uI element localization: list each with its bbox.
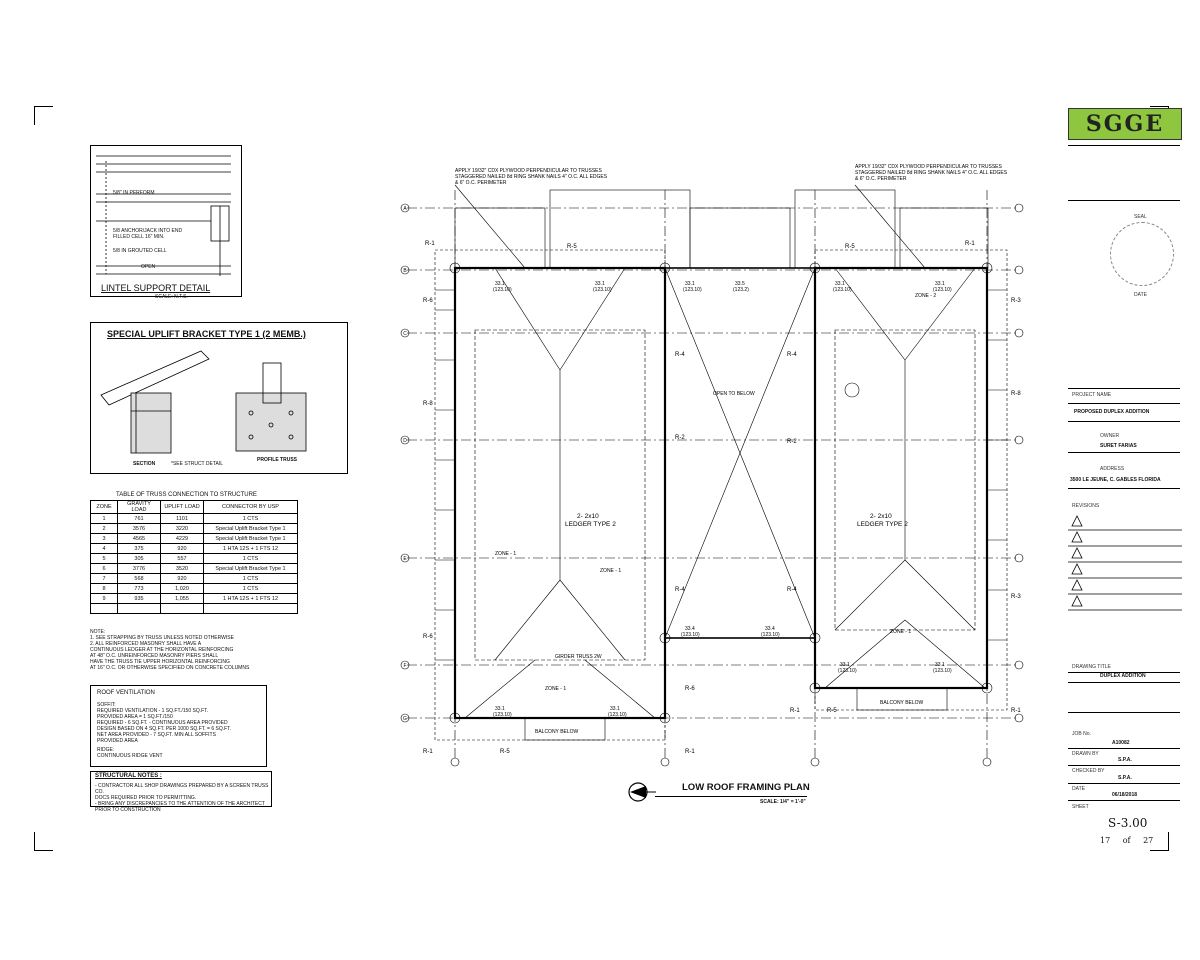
revision-list <box>1068 512 1182 612</box>
seal-date-label: DATE <box>1134 292 1147 298</box>
ref-r6: R-6 <box>423 634 433 640</box>
ref-r5: R-5 <box>827 708 837 714</box>
table-header: CONNECTOR BY USP <box>204 501 298 514</box>
ref-r8: R-8 <box>1011 391 1021 397</box>
note-line: HAVE THE TRUSS TIE UPPER HORIZONTAL REINFORCING <box>90 659 230 665</box>
bracket-section-label: SECTION <box>133 461 156 467</box>
bracket-profile-label: PROFILE TRUSS <box>257 457 298 463</box>
dim-label: 33.5 <box>735 281 745 287</box>
tb-divider <box>1068 388 1180 389</box>
girder-truss-label: GIRDER TRUSS 2W <box>555 654 602 660</box>
table-title: TABLE OF TRUSS CONNECTION TO STRUCTURE <box>116 492 257 498</box>
dim-label: 33.1 <box>610 706 620 712</box>
drawing-label: DRAWING TITLE <box>1072 664 1111 670</box>
dim-label: (123.10) <box>933 287 952 293</box>
dim-label: (123.10) <box>608 712 627 718</box>
ventilation-lines: SOFFIT: REQUIRED VENTILATION - 1 SQ.FT./150 SQ.FT. PROVIDED AREA = 1 SQ.FT./150 REQUIRED - 6 SQ.FT. - CONTINUOUS AREA PROVIDED DESIGN BASED ON 4 SQ.FT. PER 1000 SQ.FT. = 6 SQ.FT. NET AREA PROVIDED - 7 SQ.FT. MIN ALL SOFFITS PROVIDED AREA RIDGE: CONTINUOUS RIDGE VENT <box>97 702 232 759</box>
dim-label: 33.1 <box>835 281 845 287</box>
dim-label: (123.2) <box>733 287 749 293</box>
ref-r5: R-5 <box>567 244 577 250</box>
table-row: 7 568 920 1 CTS <box>91 574 298 584</box>
structural-notes-box <box>90 771 272 813</box>
date-value: 06/18/2018 <box>1112 792 1138 798</box>
zone-label: ZONE - 1 <box>545 686 567 692</box>
structural-notes-lines: - CONTRACTOR ALL SHOP DRAWINGS PREPARED BY A SCREEN TRUSS CO. DOCS REQUIRED PRIOR TO PERMITTING. - BRING ANY DISCREPANCIES TO THE ATTENTION OF THE ARCHITECT PRIOR TO CONSTRUCTION <box>95 783 269 813</box>
framing-plan <box>395 160 1035 780</box>
bracket-title: SPECIAL UPLIFT BRACKET TYPE 1 (2 MEMB.) <box>107 329 306 339</box>
dim-label: 33.4 <box>765 626 775 632</box>
bracket-note: *SEE STRUCT DETAIL <box>171 461 224 467</box>
dim-label: (123.10) <box>493 287 512 293</box>
table-row: 3 4565 4229 Special Uplift Bracket Type 1 <box>91 534 298 544</box>
sheet-index <box>1100 836 1153 845</box>
dim-label: (123.10) <box>933 668 952 674</box>
dim-label: 33.1 <box>685 281 695 287</box>
seal-label: SEAL <box>1134 214 1147 220</box>
ref-r2: R-2 <box>675 435 685 441</box>
table-row: 2 3576 3220 Special Uplift Bracket Type 1 <box>91 524 298 534</box>
grid-bubble-label: E <box>403 556 407 562</box>
ledger-right-2: LEDGER TYPE 2 <box>857 521 908 528</box>
grid-bubble-label: F <box>403 663 407 669</box>
plywood-callout-right-3: & 6" O.C. PERIMETER <box>855 176 907 182</box>
tb-divider <box>1068 682 1180 683</box>
dim-label: 33.1 <box>935 281 945 287</box>
address-value: 3500 LE JEUNE, C. GABLES FLORIDA <box>1070 477 1161 483</box>
lintel-note-3: 5/8 IN GROUTED CELL <box>113 248 167 254</box>
tb-divider <box>1068 748 1180 749</box>
drawn-label: DRAWN BY <box>1072 751 1099 757</box>
zone-label: ZONE - 1 <box>495 551 517 557</box>
dim-label: 33.1 <box>495 281 505 287</box>
dim-label: (123.10) <box>593 287 612 293</box>
note-line: NOTE: <box>90 629 106 635</box>
ref-r4: R-4 <box>787 587 797 593</box>
table-row <box>91 604 298 614</box>
lintel-note-4: OPEN <box>141 264 156 270</box>
open-to-below-label: OPEN TO BELOW <box>713 391 755 397</box>
dim-label: 33.1 <box>935 662 945 668</box>
sheet-label: SHEET <box>1072 804 1089 810</box>
checked-label: CHECKED BY <box>1072 768 1105 774</box>
note-line: 2. ALL REINFORCED MASONRY SHALL HAVE A <box>90 641 202 647</box>
ref-r1: R-1 <box>790 708 800 714</box>
tb-divider <box>1068 783 1180 784</box>
zone-label: ZONE - 1 <box>600 568 622 574</box>
dim-label: (123.10) <box>683 287 702 293</box>
project-value: PROPOSED DUPLEX ADDITION <box>1074 409 1150 415</box>
note-line: CONTINUOUS LEDGER AT THE HORIZONTAL REINFORCING <box>90 647 234 653</box>
seal-circle <box>1110 222 1174 286</box>
drawn-value: S.P.A. <box>1118 757 1132 763</box>
tb-divider <box>1068 712 1180 713</box>
checked-value: S.P.A. <box>1118 775 1132 781</box>
sheet-index-number: 17 <box>1100 836 1111 845</box>
north-arrow-icon <box>626 780 650 804</box>
plywood-callout-left-3: & 6" O.C. PERIMETER <box>455 180 507 186</box>
table-header: GRAVITY LOAD <box>118 501 161 514</box>
bracket-drawing <box>91 323 347 473</box>
logo-text: SGGE <box>1085 111 1165 137</box>
plywood-callout-left-1: APPLY 19/32" CDX PLYWOOD PERPENDICULAR TO TRUSSES <box>455 168 602 174</box>
table-row: 1 761 1101 1 CTS <box>91 514 298 524</box>
ref-r6: R-6 <box>423 298 433 304</box>
ref-r5: R-5 <box>500 749 510 755</box>
ventilation-title: ROOF VENTILATION <box>97 690 155 696</box>
ref-r1: R-1 <box>1011 708 1021 714</box>
ref-r6: R-6 <box>685 686 695 692</box>
crop-mark-bottom-left <box>34 832 53 851</box>
tb-divider <box>1068 403 1180 404</box>
plywood-callout-left-2: STAGGERED NAILED 8d RING SHANK NAILS 4" O.C. ALL EDGES <box>455 174 608 180</box>
sheet-number: S-3.00 <box>1108 816 1148 830</box>
zone-label: ZONE - 2 <box>915 293 937 299</box>
ref-r4: R-4 <box>787 352 797 358</box>
lintel-scale: SCALE: N.T.S. <box>155 294 188 300</box>
tb-divider <box>1068 800 1180 801</box>
ref-r1: R-1 <box>425 241 435 247</box>
note-line: 1. SEE STRAPPING BY TRUSS UNLESS NOTED OTHERWISE <box>90 635 234 641</box>
ref-r4: R-4 <box>675 587 685 593</box>
tb-divider <box>1068 421 1180 422</box>
dim-label: (123.10) <box>681 632 700 638</box>
ledger-right-1: 2- 2x10 <box>870 513 892 520</box>
sheet-total: 27 <box>1143 836 1154 845</box>
balcony-below-right: BALCONY BELOW <box>880 700 924 706</box>
grid-bubble-label: G <box>403 716 407 722</box>
address-label: ADDRESS <box>1100 466 1125 472</box>
owner-value: SURET FARIAS <box>1100 443 1137 449</box>
zone-label: ZONE - 1 <box>890 629 912 635</box>
owner-label: OWNER <box>1100 433 1120 439</box>
dim-label: (123.10) <box>833 287 852 293</box>
table-row: 6 3776 3520 Special Uplift Bracket Type 1 <box>91 564 298 574</box>
tb-divider <box>1068 488 1180 489</box>
dim-label: 33.1 <box>595 281 605 287</box>
grid-bubble-label: B <box>403 268 407 274</box>
grid-bubble-label: A <box>403 206 407 212</box>
truss-connection-table <box>90 500 298 614</box>
tb-divider <box>1068 765 1180 766</box>
ledger-left-1: 2- 2x10 <box>577 513 599 520</box>
dim-label: (123.10) <box>838 668 857 674</box>
grid-bubble-label: D <box>403 438 407 444</box>
table-notes <box>90 629 300 671</box>
ref-r4: R-4 <box>675 352 685 358</box>
grid-bubble-label: C <box>403 331 407 337</box>
table-header-row <box>91 501 298 514</box>
revisions-label: REVISIONS <box>1072 503 1100 509</box>
dim-label: (123.10) <box>493 712 512 718</box>
plan-title: LOW ROOF FRAMING PLAN <box>682 782 810 793</box>
lintel-title: LINTEL SUPPORT DETAIL <box>101 283 211 293</box>
plywood-callout-right-1: APPLY 19/32" CDX PLYWOOD PERPENDICULAR TO TRUSSES <box>855 164 1002 170</box>
structural-notes-title: STRUCTURAL NOTES : <box>95 773 162 779</box>
table-row: 8 773 1,020 1 CTS <box>91 584 298 594</box>
date-field-label: DATE <box>1072 786 1085 792</box>
plan-title-underline <box>655 796 807 797</box>
ref-r1: R-1 <box>965 241 975 247</box>
project-label: PROJECT NAME <box>1072 392 1112 398</box>
ref-r8: R-8 <box>423 401 433 407</box>
lintel-support-detail <box>90 145 242 300</box>
plan-scale: SCALE: 1/4" = 1'-0" <box>760 799 806 805</box>
table-header: ZONE <box>91 501 118 514</box>
plywood-callout-right-2: STAGGERED NAILED 8d RING SHANK NAILS 4" O.C. ALL EDGES <box>855 170 1008 176</box>
ref-r2: R-2 <box>787 439 797 445</box>
dim-label: 33.1 <box>840 662 850 668</box>
balcony-below-left: BALCONY BELOW <box>535 729 579 735</box>
note-line: AT 16" O.C. OR OTHERWISE SPECIFIED ON CONCRETE COLUMNS <box>90 665 250 671</box>
table-row: 5 305 557 1 CTS <box>91 554 298 564</box>
uplift-bracket-detail <box>90 322 348 474</box>
ref-r3: R-3 <box>1011 594 1021 600</box>
crop-mark-top-left <box>34 106 53 125</box>
ref-r5: R-5 <box>845 244 855 250</box>
table-header: UPLIFT LOAD <box>161 501 204 514</box>
sheet-of: of <box>1122 836 1131 845</box>
table-row: 4 375 920 1 HTA 12S + 1 FTS 12 <box>91 544 298 554</box>
tb-divider <box>1068 452 1180 453</box>
dim-label: 33.4 <box>685 626 695 632</box>
lintel-drawing <box>91 146 241 296</box>
note-line: AT 48" O.C. UNREINFORCED MASONRY PIERS SHALL <box>90 653 219 659</box>
tb-divider <box>1068 145 1180 146</box>
drawing-value: DUPLEX ADDITION <box>1100 673 1146 679</box>
lintel-note-1: 5/8" IN PERFORM <box>113 190 155 196</box>
job-value: A10082 <box>1112 740 1130 746</box>
ref-r3: R-3 <box>1011 298 1021 304</box>
job-label: JOB No. <box>1072 731 1091 737</box>
roof-ventilation-box <box>90 685 267 767</box>
lintel-note-2: 5/8 ANCHOR/JACK INTO END FILLED CELL 16" MIN. <box>113 228 183 240</box>
tb-divider <box>1068 200 1180 201</box>
ref-r1: R-1 <box>423 749 433 755</box>
ledger-left-2: LEDGER TYPE 2 <box>565 521 616 528</box>
table-row: 9 935 1,055 1 HTA 12S + 1 FTS 12 <box>91 594 298 604</box>
company-logo <box>1068 108 1182 140</box>
dim-label: 33.1 <box>495 706 505 712</box>
ref-r1: R-1 <box>685 749 695 755</box>
dim-label: (123.10) <box>761 632 780 638</box>
